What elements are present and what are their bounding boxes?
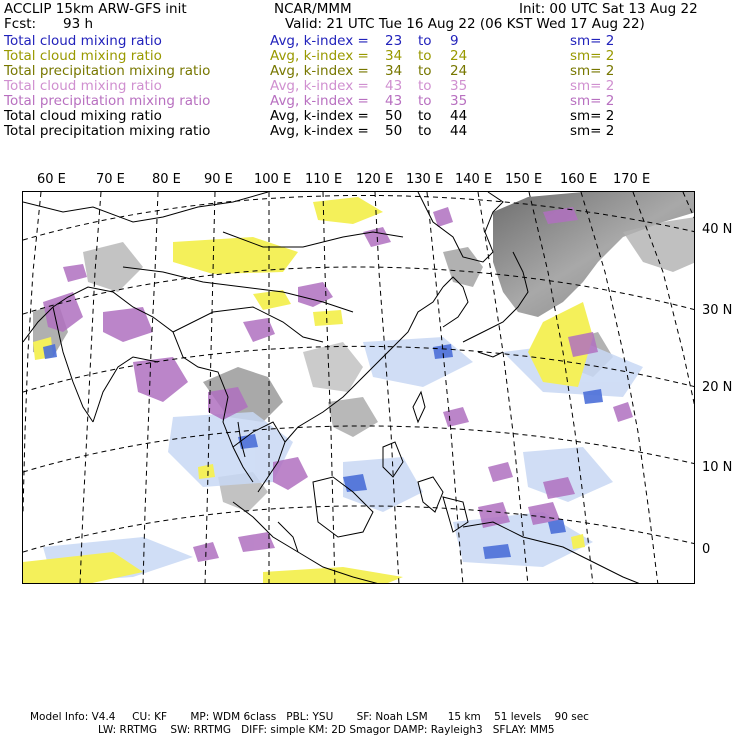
field-name: Total cloud mixing ratio <box>4 48 162 64</box>
smoothing-label: sm= 2 <box>570 63 615 79</box>
k-index-start: 50 <box>385 108 403 124</box>
model-info-line1: Model Info: V4.4 CU: KF MP: WDM 6class PBL: YSU SF: Noah LSM 15 km 51 levels 90 sec <box>30 711 589 723</box>
k-index-to: to <box>418 123 432 139</box>
valid-time: Valid: 21 UTC Tue 16 Aug 22 (06 KST Wed 17 Aug 22) <box>285 16 645 32</box>
k-index-label: Avg, k-index = <box>270 33 369 49</box>
longitude-label: 150 E <box>505 172 543 187</box>
model-info-line2: LW: RRTMG SW: RRTMG DIFF: simple KM: 2D Smagor DAMP: Rayleigh3 SFLAY: MM5 <box>98 724 555 736</box>
k-index-end: 35 <box>450 93 468 109</box>
latitude-label: 10 N <box>702 460 733 475</box>
k-index-label: Avg, k-index = <box>270 123 369 139</box>
forecast-label: Fcst: <box>4 16 37 32</box>
field-name: Total precipitation mixing ratio <box>4 123 211 139</box>
k-index-to: to <box>418 108 432 124</box>
longitude-label: 120 E <box>356 172 394 187</box>
k-index-to: to <box>418 78 432 94</box>
latitude-label: 30 N <box>702 303 733 318</box>
k-index-end: 9 <box>450 33 459 49</box>
longitude-label: 130 E <box>406 172 444 187</box>
field-name: Total precipitation mixing ratio <box>4 93 211 109</box>
longitude-label: 100 E <box>254 172 292 187</box>
k-index-label: Avg, k-index = <box>270 48 369 64</box>
latitude-label: 0 <box>702 542 711 557</box>
k-index-label: Avg, k-index = <box>270 93 369 109</box>
latitude-label: 40 N <box>702 222 733 237</box>
k-index-start: 50 <box>385 123 403 139</box>
k-index-end: 35 <box>450 78 468 94</box>
longitude-label: 110 E <box>305 172 343 187</box>
smoothing-label: sm= 2 <box>570 33 615 49</box>
organization-label: NCAR/MMM <box>274 1 352 17</box>
k-index-start: 43 <box>385 78 403 94</box>
smoothing-label: sm= 2 <box>570 93 615 109</box>
k-index-end: 24 <box>450 63 468 79</box>
longitude-label: 90 E <box>204 172 233 187</box>
smoothing-label: sm= 2 <box>570 108 615 124</box>
map-canvas <box>23 192 695 584</box>
field-name: Total precipitation mixing ratio <box>4 63 211 79</box>
field-name: Total cloud mixing ratio <box>4 33 162 49</box>
longitude-label: 70 E <box>96 172 125 187</box>
k-index-end: 44 <box>450 123 468 139</box>
map-panel <box>22 191 695 584</box>
k-index-to: to <box>418 48 432 64</box>
k-index-start: 23 <box>385 33 403 49</box>
k-index-start: 43 <box>385 93 403 109</box>
k-index-end: 24 <box>450 48 468 64</box>
k-index-start: 34 <box>385 48 403 64</box>
init-time: Init: 00 UTC Sat 13 Aug 22 <box>519 1 698 17</box>
longitude-label: 140 E <box>455 172 493 187</box>
model-title: ACCLIP 15km ARW-GFS init <box>4 1 187 17</box>
k-index-label: Avg, k-index = <box>270 63 369 79</box>
k-index-to: to <box>418 93 432 109</box>
longitude-label: 160 E <box>560 172 598 187</box>
smoothing-label: sm= 2 <box>570 48 615 64</box>
forecast-hours: 93 h <box>63 16 94 32</box>
longitude-label: 80 E <box>152 172 181 187</box>
k-index-to: to <box>418 63 432 79</box>
field-name: Total cloud mixing ratio <box>4 108 162 124</box>
smoothing-label: sm= 2 <box>570 123 615 139</box>
k-index-to: to <box>418 33 432 49</box>
longitude-label: 170 E <box>613 172 651 187</box>
k-index-label: Avg, k-index = <box>270 108 369 124</box>
field-name: Total cloud mixing ratio <box>4 78 162 94</box>
k-index-start: 34 <box>385 63 403 79</box>
smoothing-label: sm= 2 <box>570 78 615 94</box>
latitude-label: 20 N <box>702 380 733 395</box>
k-index-label: Avg, k-index = <box>270 78 369 94</box>
longitude-label: 60 E <box>37 172 66 187</box>
k-index-end: 44 <box>450 108 468 124</box>
